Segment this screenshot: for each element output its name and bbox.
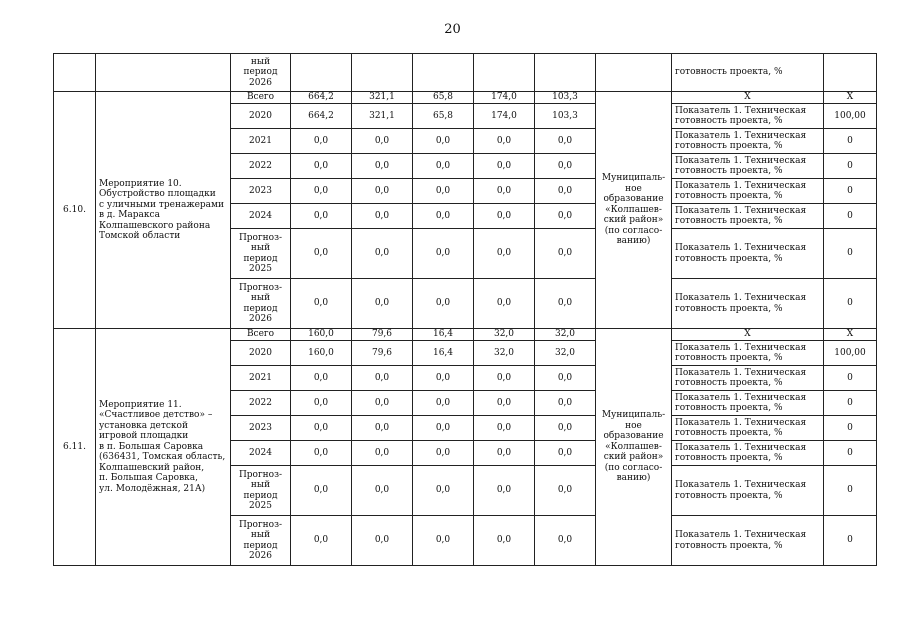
period-cell: Всего [231,92,291,104]
value-cell: 0,0 [413,179,474,204]
indicator-value-cell: 100,00 [824,104,877,129]
indicator-cell: Показатель 1. Техническая готовность проекта, % [672,366,824,391]
value-cell: 0,0 [474,129,535,154]
value-cell: 0,0 [535,154,596,179]
indicator-cell: X [672,329,824,341]
value-cell: 321,1 [352,104,413,129]
value-cell: 664,2 [291,104,352,129]
value-cell: 0,0 [291,204,352,229]
period-cell: 2022 [231,391,291,416]
indicator-cell: готовность проекта, % [672,54,824,92]
indicator-value-cell: 0 [824,154,877,179]
indicator-cell: Показатель 1. Техническая готовность проекта, % [672,179,824,204]
indicator-cell: Показатель 1. Техническая готовность проекта, % [672,466,824,516]
value-cell: 160,0 [291,329,352,341]
value-cell: 0,0 [413,279,474,329]
value-cell: 0,0 [474,366,535,391]
value-cell [535,54,596,92]
indicator-value-cell: 0 [824,391,877,416]
program-table [53,53,877,566]
indicator-value-cell: X [824,92,877,104]
value-cell: 0,0 [535,229,596,279]
indicator-cell: Показатель 1. Техническая готовность проекта, % [672,229,824,279]
value-cell: 16,4 [413,341,474,366]
value-cell: 0,0 [413,441,474,466]
value-cell: 174,0 [474,92,535,104]
value-cell: 0,0 [352,179,413,204]
indicator-cell: Показатель 1. Техническая готовность проекта, % [672,204,824,229]
value-cell: 664,2 [291,92,352,104]
period-cell: Прогноз- ный период 2026 [231,516,291,566]
value-cell: 0,0 [291,366,352,391]
value-cell: 0,0 [413,416,474,441]
period-cell: 2024 [231,204,291,229]
value-cell: 0,0 [474,516,535,566]
indicator-cell: Показатель 1. Техническая готовность проекта, % [672,391,824,416]
value-cell: 0,0 [535,129,596,154]
value-cell: 32,0 [474,329,535,341]
value-cell: 0,0 [535,391,596,416]
value-cell: 0,0 [535,441,596,466]
value-cell: 0,0 [291,154,352,179]
value-cell [352,54,413,92]
period-cell: 2020 [231,341,291,366]
responsible-cell [596,54,672,92]
indicator-value-cell: 0 [824,204,877,229]
value-cell: 0,0 [535,179,596,204]
value-cell: 0,0 [352,516,413,566]
value-cell: 0,0 [474,391,535,416]
period-cell: Всего [231,329,291,341]
period-cell: 2022 [231,154,291,179]
value-cell: 0,0 [474,204,535,229]
value-cell: 0,0 [291,516,352,566]
indicator-value-cell: 0 [824,179,877,204]
value-cell: 0,0 [474,154,535,179]
value-cell: 0,0 [352,366,413,391]
index-cell: 6.11. [54,329,96,566]
value-cell: 0,0 [535,466,596,516]
value-cell: 0,0 [352,229,413,279]
value-cell: 0,0 [413,204,474,229]
indicator-value-cell: 0 [824,229,877,279]
value-cell: 103,3 [535,104,596,129]
value-cell: 0,0 [535,204,596,229]
period-cell: Прогноз- ный период 2026 [231,279,291,329]
value-cell: 0,0 [535,366,596,391]
value-cell: 0,0 [352,391,413,416]
value-cell: 174,0 [474,104,535,129]
value-cell: 0,0 [474,441,535,466]
value-cell: 16,4 [413,329,474,341]
value-cell: 32,0 [474,341,535,366]
value-cell: 65,8 [413,104,474,129]
value-cell: 0,0 [474,229,535,279]
value-cell: 0,0 [413,516,474,566]
indicator-value-cell: 0 [824,129,877,154]
value-cell: 0,0 [413,129,474,154]
name-cell: Мероприятие 11. «Счастливое детство» – установка детской игровой площадки в п. Большая Саровка (636431, Томская область, Колпашевский район, п. Большая Саровка, ул. Молодёжная, 21А) [96,329,231,566]
value-cell: 0,0 [291,391,352,416]
value-cell: 0,0 [291,179,352,204]
value-cell: 32,0 [535,341,596,366]
indicator-cell: Показатель 1. Техническая готовность проекта, % [672,516,824,566]
value-cell: 0,0 [291,129,352,154]
table-row [54,54,877,92]
indicator-value-cell: 0 [824,279,877,329]
period-cell: Прогноз- ный период 2025 [231,229,291,279]
period-cell: ный период 2026 [231,54,291,92]
value-cell: 0,0 [535,279,596,329]
value-cell: 160,0 [291,341,352,366]
value-cell: 0,0 [413,154,474,179]
value-cell: 0,0 [291,416,352,441]
value-cell: 0,0 [474,279,535,329]
index-cell: 6.10. [54,92,96,329]
indicator-value-cell: 100,00 [824,341,877,366]
table-row [54,92,877,104]
indicator-cell: Показатель 1. Техническая готовность проекта, % [672,341,824,366]
value-cell [413,54,474,92]
indicator-value-cell: 0 [824,516,877,566]
indicator-cell: Показатель 1. Техническая готовность проекта, % [672,416,824,441]
indicator-cell: Показатель 1. Техническая готовность проекта, % [672,129,824,154]
indicator-cell: Показатель 1. Техническая готовность проекта, % [672,279,824,329]
indicator-value-cell: 0 [824,366,877,391]
period-cell: 2020 [231,104,291,129]
table-row [54,329,877,341]
value-cell: 0,0 [352,416,413,441]
value-cell: 79,6 [352,341,413,366]
value-cell: 0,0 [474,466,535,516]
name-cell: Мероприятие 10. Обустройство площадки с уличными тренажерами в д. Маракса Колпашевского района Томской области [96,92,231,329]
indicator-cell: Показатель 1. Техническая готовность проекта, % [672,154,824,179]
period-cell: Прогноз- ный период 2025 [231,466,291,516]
value-cell: 0,0 [352,154,413,179]
value-cell: 0,0 [352,129,413,154]
indicator-value-cell: 0 [824,441,877,466]
value-cell: 0,0 [291,466,352,516]
value-cell: 0,0 [474,179,535,204]
period-cell: 2021 [231,129,291,154]
value-cell: 0,0 [291,229,352,279]
value-cell: 0,0 [352,279,413,329]
value-cell: 0,0 [413,466,474,516]
period-cell: 2021 [231,366,291,391]
value-cell: 65,8 [413,92,474,104]
indicator-cell: X [672,92,824,104]
period-cell: 2023 [231,416,291,441]
indicator-value-cell: X [824,329,877,341]
value-cell: 0,0 [535,416,596,441]
value-cell: 0,0 [352,466,413,516]
value-cell: 79,6 [352,329,413,341]
value-cell: 0,0 [291,441,352,466]
index-cell [54,54,96,92]
value-cell: 103,3 [535,92,596,104]
responsible-cell: Муниципаль- ное образование «Колпашев- ский район» (по согласо- ванию) [596,329,672,566]
value-cell: 0,0 [352,204,413,229]
responsible-cell: Муниципаль- ное образование «Колпашев- ский район» (по согласо- ванию) [596,92,672,329]
period-cell: 2024 [231,441,291,466]
indicator-cell: Показатель 1. Техническая готовность проекта, % [672,104,824,129]
value-cell: 0,0 [535,516,596,566]
value-cell: 32,0 [535,329,596,341]
name-cell [96,54,231,92]
indicator-value-cell [824,54,877,92]
value-cell: 0,0 [291,279,352,329]
value-cell: 0,0 [413,229,474,279]
value-cell [291,54,352,92]
indicator-value-cell: 0 [824,466,877,516]
value-cell: 0,0 [413,366,474,391]
value-cell: 0,0 [352,441,413,466]
page-number: 20 [444,22,461,37]
indicator-cell: Показатель 1. Техническая готовность проекта, % [672,441,824,466]
value-cell [474,54,535,92]
value-cell: 321,1 [352,92,413,104]
value-cell: 0,0 [413,391,474,416]
indicator-value-cell: 0 [824,416,877,441]
period-cell: 2023 [231,179,291,204]
value-cell: 0,0 [474,416,535,441]
